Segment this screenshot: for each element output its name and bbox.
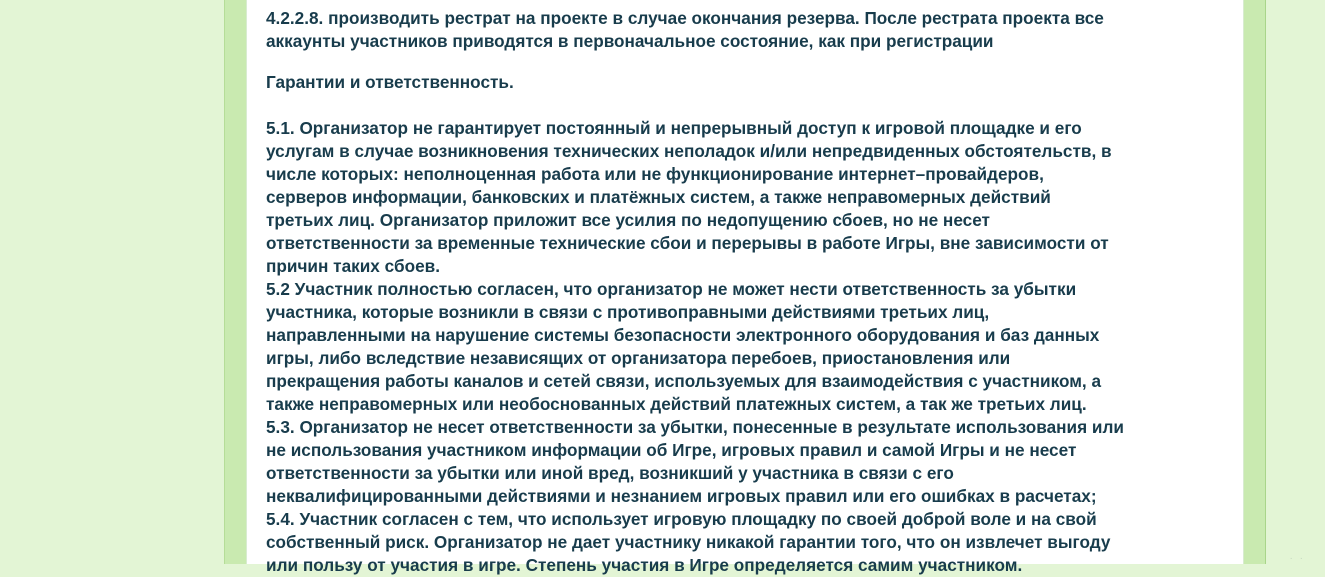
para-51-line: услугам в случае возникновения технических неполадок и/или непредвиденных обстоятельств, в	[266, 141, 1112, 161]
para-51-line: причин таких сбоев.	[266, 256, 440, 276]
terms-text	[266, 7, 1236, 577]
faint-scroll-marker: · ·	[1289, 553, 1305, 564]
para-52-line: направленными на нарушение системы безопасности электронного оборудования и баз данных	[266, 325, 1100, 345]
para-53-line: ответственности за убытки или иной вред, возникший у участника в связи с его	[266, 463, 954, 483]
para-53-line: 5.3. Организатор не несет ответственности за убытки, понесенные в результате использования или	[266, 417, 1124, 437]
para-53-line: не использования участником информации об Игре, игровых правил и самой Игры и не несет	[266, 440, 1077, 460]
section-heading: Гарантии и ответственность.	[266, 72, 514, 92]
para-54-line: собственный риск. Организатор не дает участнику никакой гарантии того, что он извлечет выгоду	[266, 532, 1111, 552]
para-52-line: 5.2 Участник полностью согласен, что организатор не может нести ответственность за убытки	[266, 279, 1077, 299]
para-4228-line: аккаунты участников приводятся в первоначальное состояние, как при регистрации	[266, 31, 994, 51]
para-51-line: 5.1. Организатор не гарантирует постоянный и непрерывный доступ к игровой площадке и его	[266, 118, 1082, 138]
para-52-line: также неправомерных или необоснованных действий платежных систем, а так же третьих лиц.	[266, 394, 1087, 414]
para-4228-line: 4.2.2.8. производить рестрат на проекте в случае окончания резерва. После рестрата проекта все	[266, 8, 1104, 28]
para-52-line: участника, которые возникли в связи с противоправными действиями третьих лиц,	[266, 302, 990, 322]
para-51-line: серверов информации, банковских и платёжных систем, а также неправомерных действий	[266, 187, 1051, 207]
para-52-line: прекращения работы каналов и сетей связи, используемых для взаимодействия с участником, а	[266, 371, 1102, 391]
para-51-line: ответственности за временные технические сбои и перерывы в работе Игры, вне зависимости от	[266, 233, 1109, 253]
para-51-line: третьих лиц. Организатор приложит все усилия по недопущению сбоев, но не несет	[266, 210, 990, 230]
para-53-line: неквалифицированными действиями и незнанием игровых правил или его ошибках в расчетах;	[266, 486, 1097, 506]
para-54-line: 5.4. Участник согласен с тем, что использует игровую площадку по своей доброй воле и на свой	[266, 509, 1097, 529]
para-51-line: числе которых: неполноценная работа или не функционирование интернет–провайдеров,	[266, 164, 1044, 184]
para-54-line: или пользу от участия в игре. Степень участия в Игре определяется самим участником.	[266, 555, 1023, 575]
para-52-line: игры, либо вследствие независящих от организатора перебоев, приостановления или	[266, 348, 1011, 368]
